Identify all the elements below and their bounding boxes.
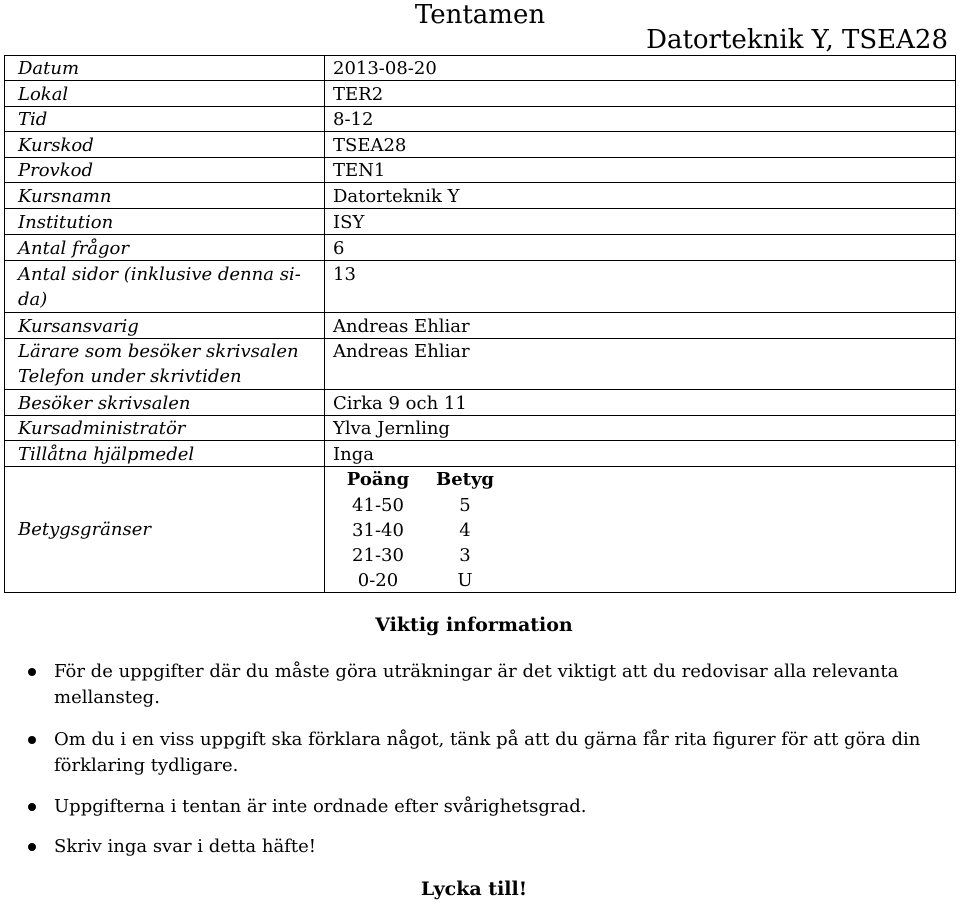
row-divider	[4, 389, 956, 390]
table-column-divider	[324, 55, 325, 593]
value-kursansvarig: Andreas Ehliar	[333, 316, 470, 337]
row-divider	[4, 415, 956, 416]
row-divider	[4, 260, 956, 261]
closing-text: Lycka till!	[420, 878, 528, 900]
grade-points: 41-50	[352, 495, 404, 516]
value-hjalpmedel: Inga	[333, 444, 374, 465]
row-divider	[4, 234, 956, 235]
value-antal-fragor: 6	[333, 238, 345, 259]
row-divider	[4, 131, 956, 132]
row-divider	[4, 466, 956, 467]
page-subtitle: Datorteknik Y, TSEA28	[646, 25, 948, 55]
grade-points: 31-40	[352, 520, 404, 541]
grades-header-grade: Betyg	[435, 469, 495, 490]
label-hjalpmedel: Tillåtna hjälpmedel	[18, 444, 195, 465]
grade-value: 4	[459, 520, 471, 541]
value-besoker: Cirka 9 och 11	[333, 393, 467, 414]
label-tid: Tid	[18, 109, 48, 130]
value-kurskod: TSEA28	[333, 135, 407, 156]
info-item: Om du i en viss uppgift ska förklara något, tänk på att du gärna får rita figurer för att göra din förklaring tydligare.	[54, 729, 921, 776]
value-datum: 2013-08-20	[333, 58, 437, 79]
grades-header-points: Poäng	[346, 469, 410, 490]
label-antal-sidor-cont: da)	[18, 289, 48, 310]
label-larare: Lärare som besöker skrivsalen	[18, 341, 299, 362]
row-divider	[4, 106, 956, 107]
label-kursansvarig: Kursansvarig	[18, 316, 139, 337]
page-title: Tentamen	[414, 0, 546, 30]
grade-points: 21-30	[352, 545, 404, 566]
grade-value: U	[457, 570, 473, 591]
value-tid: 8-12	[333, 109, 374, 130]
info-item: Skriv inga svar i detta häfte!	[54, 836, 316, 857]
value-antal-sidor: 13	[333, 264, 356, 285]
label-kurskod: Kurskod	[18, 135, 94, 156]
row-divider	[4, 80, 956, 81]
label-telefon: Telefon under skrivtiden	[18, 366, 242, 387]
label-kursadministrator: Kursadministratör	[18, 418, 186, 439]
label-lokal: Lokal	[18, 84, 69, 105]
grade-points: 0-20	[357, 570, 399, 591]
bullet-icon	[28, 843, 36, 851]
row-divider	[4, 182, 956, 183]
label-provkod: Provkod	[18, 160, 93, 181]
label-betygsgranser: Betygsgränser	[18, 519, 151, 540]
grade-value: 3	[459, 545, 471, 566]
row-divider	[4, 312, 956, 313]
grade-value: 5	[459, 495, 471, 516]
value-provkod: TEN1	[333, 160, 386, 181]
row-divider	[4, 157, 956, 158]
row-divider	[4, 338, 956, 339]
bullet-icon	[28, 736, 36, 744]
value-kursadministrator: Ylva Jernling	[333, 418, 450, 439]
label-datum: Datum	[18, 58, 80, 79]
label-institution: Institution	[18, 212, 114, 233]
label-besoker: Besöker skrivsalen	[18, 393, 191, 414]
row-divider	[4, 208, 956, 209]
label-kursnamn: Kursnamn	[18, 186, 112, 207]
info-heading: Viktig information	[375, 614, 573, 636]
label-antal-sidor: Antal sidor (inklusive denna si-	[18, 264, 301, 285]
info-item: För de uppgifter där du måste göra uträkningar är det viktigt att du redovisar alla relevanta mellansteg.	[54, 661, 899, 708]
label-antal-fragor: Antal frågor	[18, 238, 129, 259]
value-institution: ISY	[333, 212, 365, 233]
value-kursnamn: Datorteknik Y	[333, 186, 460, 207]
value-larare: Andreas Ehliar	[333, 341, 470, 362]
info-item: Uppgifterna i tentan är inte ordnade efter svårighetsgrad.	[54, 796, 587, 817]
bullet-icon	[28, 668, 36, 676]
bullet-icon	[28, 803, 36, 811]
value-lokal: TER2	[333, 84, 384, 105]
row-divider	[4, 440, 956, 441]
